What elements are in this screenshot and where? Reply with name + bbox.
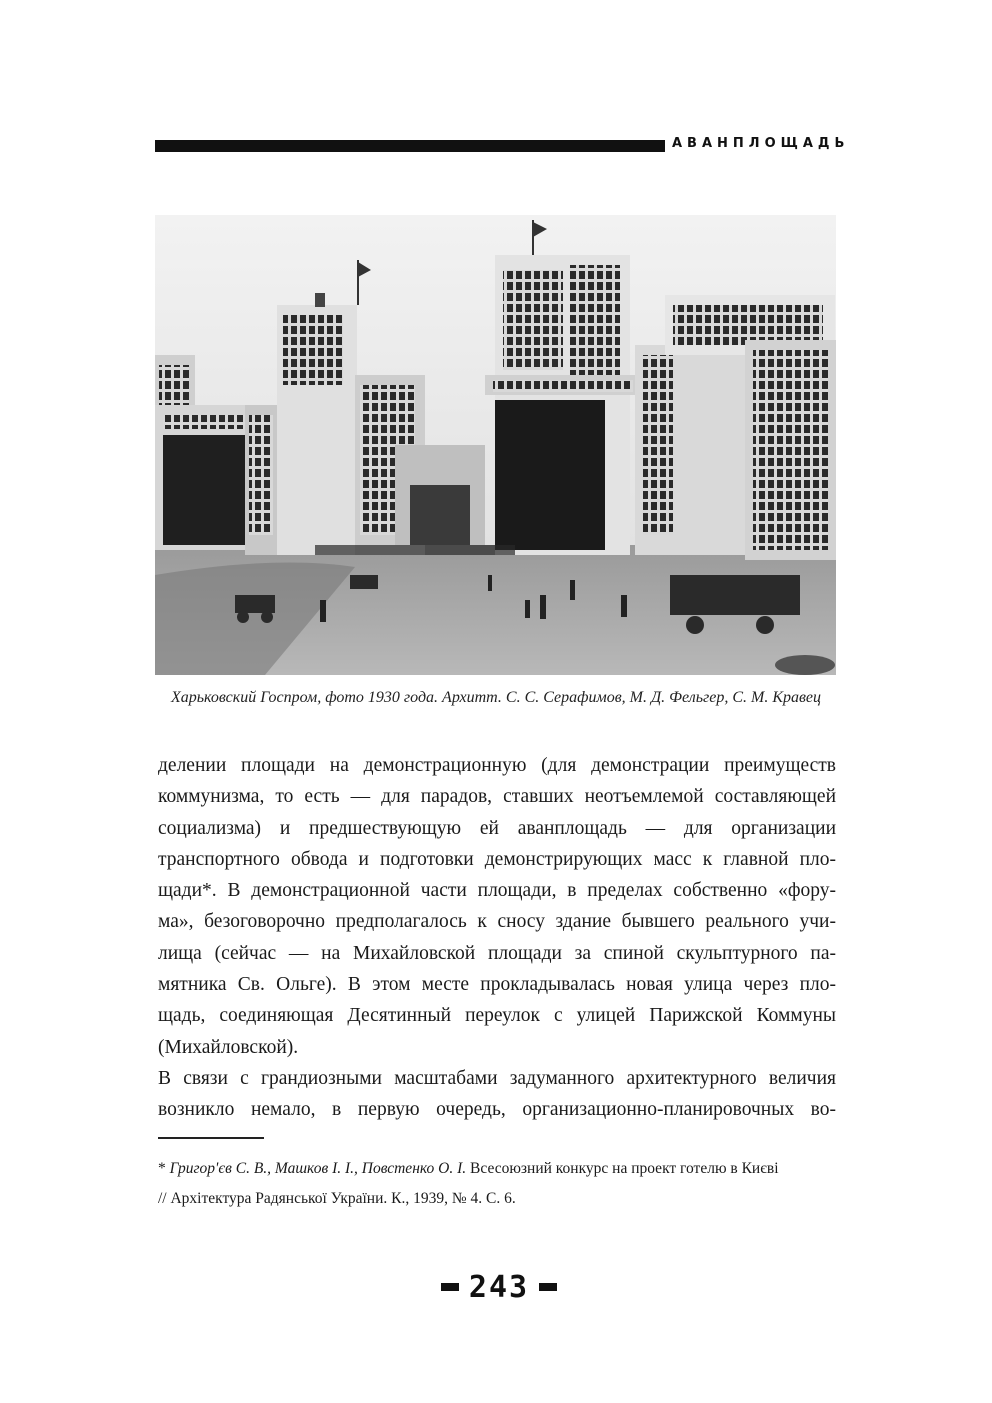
page-number-dash-left [441, 1283, 459, 1291]
page-number-dash-right [539, 1283, 557, 1291]
footnote-authors: Григор'єв С. В., Машков І. І., Повстенко О. І. [169, 1160, 467, 1177]
body-text [158, 750, 836, 1126]
photo-illustration [155, 215, 836, 675]
body-line: возникло немало, в первую очередь, организационно-планировочных во- [158, 1099, 836, 1121]
body-line: мятника Св. Ольге). В этом месте прокладывалась новая улица через пло- [158, 974, 836, 996]
footnote [158, 1154, 838, 1214]
gosprom-photo [155, 215, 836, 675]
page-number: 243 [468, 1269, 530, 1305]
body-line: щадь, соединяющая Десятинный переулок с улицей Парижской Коммуны [158, 1005, 836, 1027]
body-line: коммунизма, то есть — для парадов, ставших неотъемлемой составляющей [158, 786, 836, 808]
body-line: делении площади на демонстрационную (для демонстрации преимуществ [158, 755, 836, 776]
body-line: ма», безоговорочно предполагалось к сносу здание бывшего реального учи- [158, 911, 836, 933]
body-line: В связи с грандиозными масштабами задуманного архитектурного величия [158, 1067, 836, 1089]
body-line: социализма) и предшествующую ей аванплощадь — для организации [158, 817, 836, 839]
running-head: АВАНПЛОЩАДЬ [672, 136, 850, 151]
page-number-block [434, 1269, 564, 1305]
body-line: транспортного обвода и подготовки демонстрирующих масс к главной пло- [158, 848, 836, 870]
body-line: лища (сейчас — на Михайловской площади за спиной скульптурного па- [158, 942, 836, 964]
body-line: (Михайловской). [158, 1036, 299, 1058]
footnote-marker: * [158, 1160, 166, 1177]
footnote-line-1 [158, 1154, 838, 1184]
figure-caption: Харьковский Госпром, фото 1930 года. Архитт. С. С. Серафимов, М. Д. Фельгер, С. М. Кравец [170, 689, 821, 706]
footnote-text-1: Всесоюзний конкурс на проект готелю в Києві [466, 1160, 779, 1177]
header-rule [155, 140, 665, 152]
body-line: щади*. В демонстрационной части площади, в пределах собственно «фору- [158, 880, 836, 902]
footnote-rule [158, 1137, 264, 1139]
footnote-line-2: // Архітектура Радянської України. К., 1939, № 4. С. 6. [158, 1190, 516, 1207]
